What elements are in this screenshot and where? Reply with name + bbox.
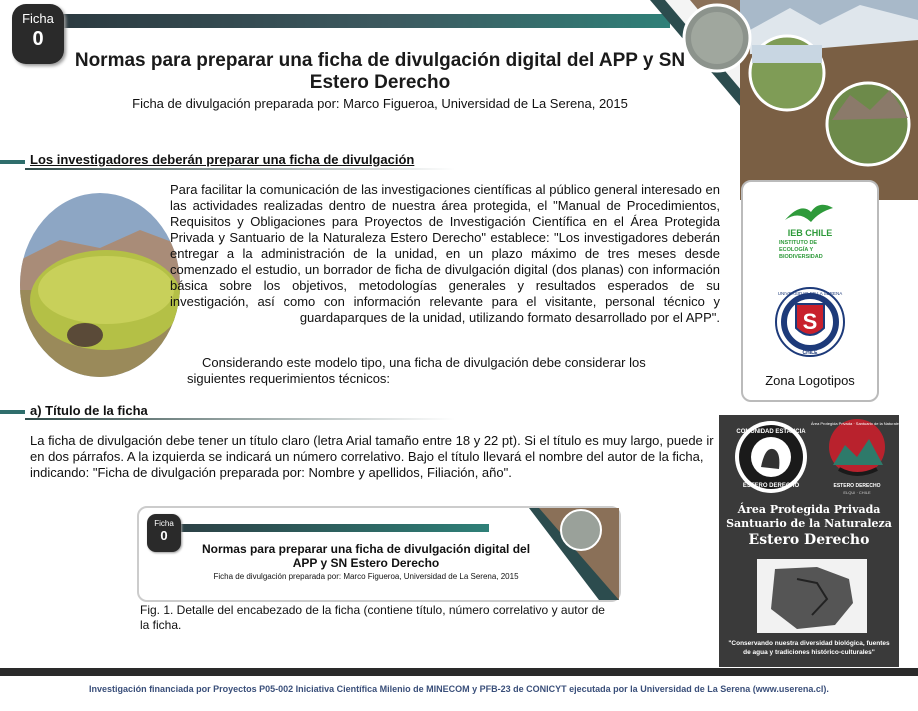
header-photo-collage xyxy=(620,0,918,200)
santuario-logo xyxy=(810,417,904,497)
figure-badge-number: 0 xyxy=(160,528,168,543)
reserve-name-block xyxy=(719,503,899,549)
logo-zone xyxy=(741,180,879,402)
section1-paragraph: Para facilitar la comunicación de las investigaciones científicas al público general interesado en las actividades realizadas dentro de nuestra área protegida, el "Manual de Procedimientos, Requisitos y Obligaciones para Proyectos de Investigación Científica en el Área Protegida Privada y Santuario de la Naturaleza Estero Derecho" establece: "Los investigadores deberán entregar a la administración de la unidad, en un plazo máximo de tres meses desde comenzado el estudio, un borrador de ficha de divulgación digital (dos planas) con información básica sobre los objetivos, metodologías generales y resultados esperados de su investigación, así como con información relevante para el visitante, personal técnico y guardaparques de la unidad, utilizando formato desarrollado por el APP". xyxy=(170,182,720,325)
santuario-logo-sub2: ELQUI · CHILE xyxy=(843,490,871,495)
ieb-bird-icon xyxy=(781,198,837,228)
figure-badge xyxy=(147,514,181,552)
seal-ring-top: COMUNIDAD ESTANCIA xyxy=(736,429,806,435)
seal-ring-bottom: ESTERO DERECHO xyxy=(742,483,800,489)
ficha-badge-label: Ficha xyxy=(22,11,54,26)
footer-bar xyxy=(0,668,918,676)
reserve-line-1: Área Protegida Privada xyxy=(737,503,881,516)
section-heading-titulo: a) Título de la ficha xyxy=(30,403,148,418)
ieb-subtitle xyxy=(779,240,823,261)
header-bar xyxy=(60,14,670,28)
reserve-quote: "Conservando nuestra diversidad biológica, fuentes de agua y tradiciones histórico-culturales" xyxy=(728,640,890,656)
section2-accent xyxy=(0,410,25,414)
figure-badge-label: Ficha xyxy=(154,519,174,528)
userena-seal xyxy=(774,286,846,358)
comunidad-estancia-seal xyxy=(733,419,809,495)
ficha-number-badge xyxy=(12,4,64,64)
section2-paragraph: La ficha de divulgación debe tener un título claro (letra Arial tamaño entre 18 y 22 pt). Si el título es muy largo, puede ir en dos párrafos. A la izquierda se indicará un número correlativo. Bajo el título llevará el nombre del autor de la ficha, indicando: "Ficha de divulgación preparada por: Nombre y apellidos, Filiación, año". xyxy=(30,433,714,480)
figure-title: Normas para preparar una ficha de divulgación digital del APP y SN Estero Derecho xyxy=(201,542,531,570)
page-title: Normas para preparar una ficha de divulgación digital del APP y SN Estero Derecho xyxy=(74,50,686,93)
reserve-info-panel xyxy=(719,415,904,667)
figure-header-bar xyxy=(149,524,489,532)
section1-paragraph-2: Considerando este modelo tipo, una ficha de divulgación debe considerar los siguientes requerimientos técnicos: xyxy=(187,355,646,386)
santuario-logo-title: Área Protegida Privada · Santuario de la Naturaleza xyxy=(810,421,904,426)
ieb-sub-line-1: INSTITUTO DE xyxy=(779,240,818,246)
reserve-line-2: Santuario de la Naturaleza xyxy=(726,517,892,530)
logo-zone-label: Zona Logotipos xyxy=(765,373,855,388)
reserve-map xyxy=(757,559,867,633)
figure-header-example xyxy=(137,506,621,602)
ficha-badge-number: 0 xyxy=(32,28,44,50)
useal-chile: CHILE xyxy=(802,350,818,356)
useal-ring-text: UNIVERSIDAD DE LA SERENA xyxy=(777,291,843,296)
useal-letter: S xyxy=(802,309,818,334)
ieb-name: IEB CHILE xyxy=(787,228,833,238)
figure-photo-collage xyxy=(519,508,619,600)
ieb-sub-line-2: ECOLOGÍA Y xyxy=(779,247,814,253)
footer-text: Investigación financiada por Proyectos P05-002 Iniciativa Científica Milenio de MINECOM y PFB-23 de CONICYT ejecutada por la Universidad de La Serena (www.userena.cl). xyxy=(89,684,829,694)
ieb-sub-line-3: BIODIVERSIDAD xyxy=(779,254,823,260)
section-accent xyxy=(0,160,25,164)
section2-underline xyxy=(25,418,455,420)
azorella-cushion-photo xyxy=(20,190,180,380)
figure-subtitle: Ficha de divulgación preparada por: Marco Figueroa, Universidad de La Serena, 2015 xyxy=(213,572,519,581)
reserve-line-3: Estero Derecho xyxy=(748,532,870,548)
page-subtitle: Ficha de divulgación preparada por: Marco Figueroa, Universidad de La Serena, 2015 xyxy=(132,96,628,111)
santuario-logo-sub: ESTERO DERECHO xyxy=(833,483,881,489)
section-heading-investigadores: Los investigadores deberán preparar una ficha de divulgación xyxy=(30,152,415,167)
figure-caption: Fig. 1. Detalle del encabezado de la ficha (contiene título, número correlativo y autor de la ficha. xyxy=(140,603,605,632)
section-underline xyxy=(25,168,455,170)
